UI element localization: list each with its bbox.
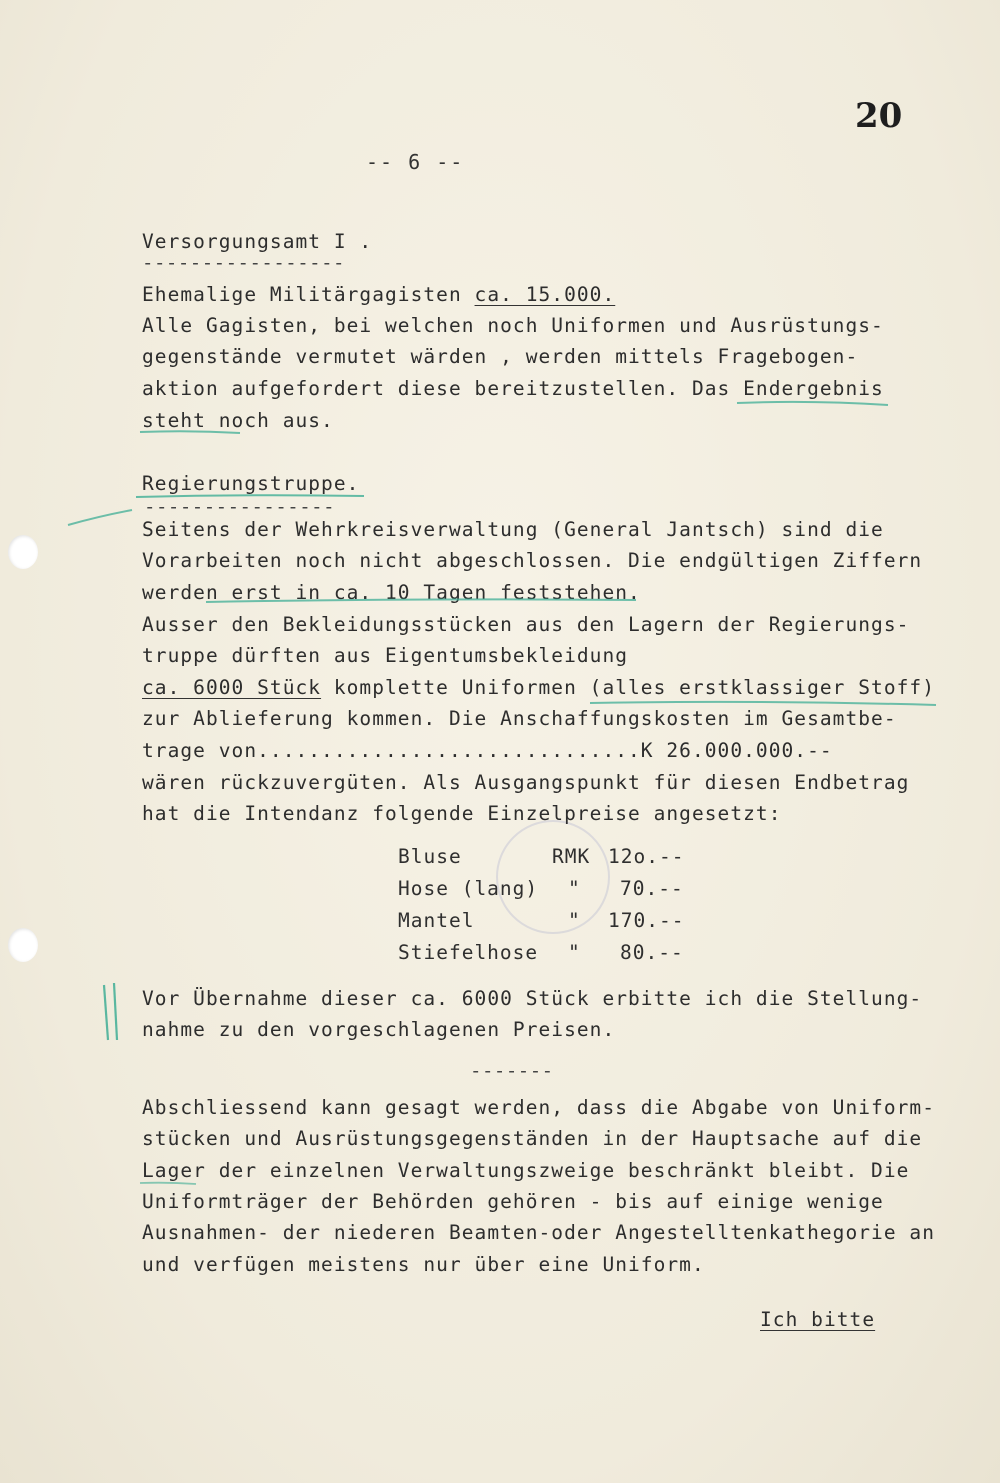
section1-line-1 xyxy=(142,283,615,306)
section1-heading: Versorgungsamt I . xyxy=(142,230,373,253)
conclusion-line-5: Ausnahmen- der niederen Beamten-oder Angestelltenkathegorie an xyxy=(142,1221,935,1244)
section1-line-3: gegenstände vermutet wärden , werden mittels Fragebogen- xyxy=(142,345,859,368)
price-item: Stiefelhose xyxy=(398,941,539,964)
quantity-underlined: ca. 6000 Stück xyxy=(142,676,322,699)
price-amount: 80.-- xyxy=(620,941,684,964)
section2-line-9: wären rückzuvergüten. Als Ausgangspunkt für diesen Endbetrag xyxy=(142,771,910,794)
conclusion-line-4: Uniformträger der Behörden gehören - bis auf einige wenige xyxy=(142,1190,884,1213)
conclusion-line-3-text: Lager der einzelnen Verwaltungszweige beschränkt bleibt. Die xyxy=(142,1159,910,1182)
section2-line-1: Seitens der Wehrkreisverwaltung (General Jantsch) sind die xyxy=(142,518,884,541)
price-currency: " xyxy=(568,877,581,900)
price-item: Mantel xyxy=(398,909,475,932)
price-amount: 70.-- xyxy=(620,877,684,900)
punch-hole-top xyxy=(8,535,38,569)
price-currency: " xyxy=(568,941,581,964)
section1-line-2: Alle Gagisten, bei welchen noch Uniformen und Ausrüstungs- xyxy=(142,314,884,337)
annotation-underline-lager xyxy=(140,1183,196,1184)
annotation-margin-bar-1 xyxy=(104,985,108,1040)
count-underlined: ca. 15.000. xyxy=(474,283,616,306)
request-line-2: nahme zu den vorgeschlagenen Preisen. xyxy=(142,1018,616,1041)
annotation-tick-margin xyxy=(68,510,132,525)
price-currency: " xyxy=(568,909,581,932)
continuation-catchword: Ich bitte xyxy=(760,1308,876,1331)
request-line-1: Vor Übernahme dieser ca. 6000 Stück erbitte ich die Stellung- xyxy=(142,987,923,1010)
price-currency: RMK xyxy=(552,845,591,868)
section2-line-3: werden erst in ca. 10 Tagen feststehen. xyxy=(142,581,641,604)
section1-heading-rule: ----------------- xyxy=(142,252,345,274)
section2-line-8: trage von..............................K 26.000.000.-- xyxy=(142,739,833,762)
price-item: Bluse xyxy=(398,845,462,868)
section2-line-7: zur Ablieferung kommen. Die Anschaffungskosten im Gesamtbe- xyxy=(142,707,897,730)
annotation-underline-stoff xyxy=(590,702,936,705)
section2-line-4: Ausser den Bekleidungsstücken aus den Lagern der Regierungs- xyxy=(142,613,910,636)
section-separator: ------- xyxy=(470,1060,554,1082)
section2-line-5: truppe dürften aus Eigentumsbekleidung xyxy=(142,644,629,667)
price-item: Hose (lang) xyxy=(398,877,539,900)
conclusion-line-2: stücken und Ausrüstungsgegenständen in der Hauptsache auf die xyxy=(142,1127,923,1150)
section1-line-4: aktion aufgefordert diese bereitzustellen. Das Endergebnis xyxy=(142,377,884,400)
section2-line-6 xyxy=(142,676,935,699)
page-marker: -- 6 -- xyxy=(366,150,465,174)
price-amount: 12o.-- xyxy=(608,845,685,868)
annotation-underline-endergebnis xyxy=(737,402,888,405)
folio-number: 20 xyxy=(855,96,903,136)
conclusion-line-1: Abschliessend kann gesagt werden, dass die Abgabe von Uniform- xyxy=(142,1096,935,1119)
price-amount: 170.-- xyxy=(608,909,685,932)
punch-hole-bottom xyxy=(8,928,38,962)
conclusion-line-6: und verfügen meistens nur über eine Uniform. xyxy=(142,1253,705,1276)
section2-line-10: hat die Intendanz folgende Einzelpreise angesetzt: xyxy=(142,802,782,825)
conclusion-line-3 xyxy=(142,1159,909,1182)
section1-line-5: steht noch aus. xyxy=(142,409,334,432)
section2-line-6-rest: komplette Uniformen (alles erstklassiger Stoff) xyxy=(321,676,935,699)
section2-heading: Regierungstruppe. xyxy=(142,472,360,495)
section1-line-1-text: Ehemalige Militärgagisten xyxy=(142,283,475,306)
section2-line-2: Vorarbeiten noch nicht abgeschlossen. Die endgültigen Ziffern xyxy=(142,549,923,572)
annotation-margin-bar-2 xyxy=(114,983,117,1040)
section2-heading-rule: ---------------- xyxy=(144,496,336,518)
